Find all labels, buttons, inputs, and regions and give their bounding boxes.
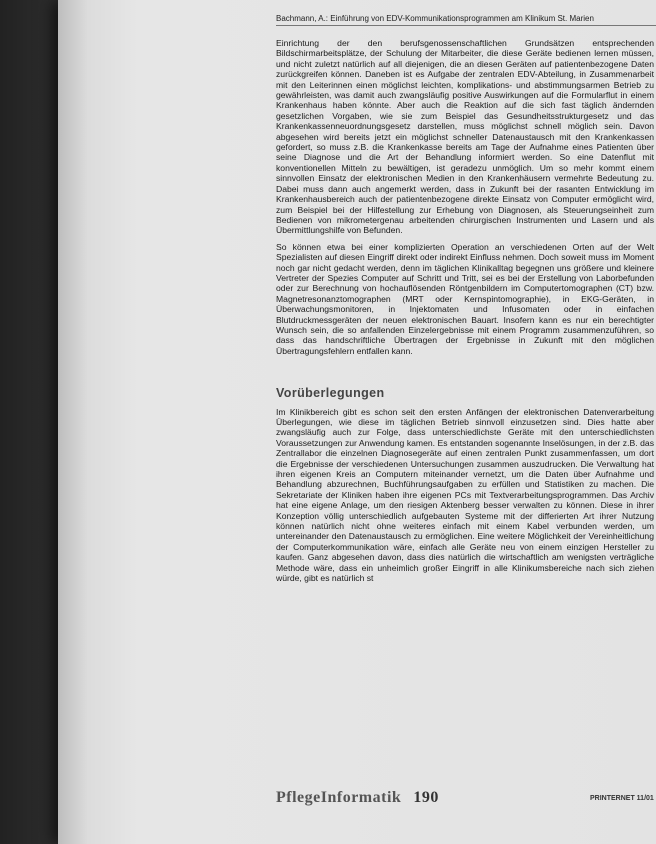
paragraph: Einrichtung der den berufsgenossenschaftlichen Grundsätzen entsprechenden Bildschirmarbeitsplätze, der Schulung der Mitarbeiter, die diese Geräte bedienen lernen müssen, und nicht zuletzt natürlich auf all diejenigen, die an diesen Geräten auf patientenbezogene Daten zurückgreifen können. Daneben ist es Aufgabe der zentralen EDV-Abteilung, in Zusammenarbeit mit den Leiterinnen einen möglichst leichten, komplikations- und abstimmungsarmen Betrieb zu gewährleisten, was damit auch zwangsläufig positive Auswirkungen auf die Formularflut in einem Krankenhaus haben könnte. Aber auch die Reaktion auf die sich fast täglich ändernden gesetzlichen Vorgaben, wie sie zum Beispiel das Gesundheitsstrukturgesetz und das Krankenkassenneuordnungsgesetz darstellen, muss möglichst schnell möglich sein. Davon abgesehen wird bereits jetzt ein möglichst schneller Datenaustausch mit den Krankenkassen gefordert, so muss z.B. die Krankenkasse bereits am Tage der Aufnahme eines Patienten über seine Diagnose und die Art der Behandlung informiert werden. So eine Datenflut mit konventionellen Mitteln zu bewältigen, ist geradezu unmöglich. Um so mehr kommt einem sinnvollen Einsatz der elektronischen Medien in den Krankenhäusern vermehrte Bedeutung zu. Dabei muss dann auch angemerkt werden, dass in Zukunft bei der rasanten Entwicklung im Krankenhausbereich auch der patientenbezogene direkte Einsatz von Computer ermöglicht wird, zum Beispiel bei der Hilfestellung zur Erhebung von Diagnosen, als Steuerungseinheit zum Bedienen von mikrometergenau arbeitenden chirurgischen Instrumenten und Lasern und als Übermittlungshilfe von Befunden. [276, 38, 654, 236]
page-number: 190 [413, 789, 439, 806]
running-head: Bachmann, A.: Einführung von EDV-Kommunikationsprogrammen am Klinikum St. Marien [276, 14, 656, 26]
section-heading: Vorüberlegungen [276, 386, 385, 401]
paragraph: Im Klinikbereich gibt es schon seit den ersten Anfängen der elektronischen Datenverarbeitung Überlegungen, wie diese im täglichen Betrieb sinnvoll einzusetzen sind. Dies hatte aber zwangsläufig auch zur Folge, dass unterschiedlichste Geräte mit den unterschiedlichsten Voraussetzungen zur Anwendung kamen. Es entstanden sogenannte Inselösungen, in der z.B. das Zentrallabor die einzelnen Diagnosegeräte auf einen zentralen Punkt zusammenfassen, um dort die Ergebnisse der verschiedenen Untersuchungen zusammen auszudrucken. Die Verwaltung hat ihren eigenen Kreis an Computern miteinander vernetzt, um die Daten über Aufnahme und Behandlung abzurechnen, Buchführungsaufgaben zu erfüllen und Statistiken zu machen. Die Sekretariate der Kliniken haben ihre eigenen PCs mit Textverarbeitungsprogrammen. Das Archiv hat eine eigene Anlage, um den riesigen Aktenberg besser verwalten zu können. Diese in ihrer Konzeption völlig unterschiedlich aufgebauten Systeme mit der differierten Art ihrer Nutzung können natürlich nicht ohne weiteres einfach mit einem Kabel verbunden werden, um untereinander den Datenaustausch zu ermöglichen. Eine weitere Möglichkeit der Vereinheitlichung der Computerkommunikation wäre, einfach alle Geräte neu von einem einzigen Hersteller zu kaufen. Ganz abgesehen davon, dass dies natürlich die wirtschaftlich am wenigsten verträgliche Methode wäre, dass ein unheimlich großer Eingriff in alle Klinikumsbereiche nach sich ziehen würde, gibt es natürlich st [276, 406, 654, 584]
issue-label: PRINTERNET 11/01 [590, 795, 654, 802]
journal-brand [276, 789, 439, 807]
text-column [276, 38, 654, 590]
paragraph: So können etwa bei einer komplizierten Operation an verschiedenen Orten auf der Welt Spezialisten auf diesen Eingriff direkt oder indirekt Einfluss nehmen. Doch soweit muss im Moment noch gar nicht gedacht werden, denn im täglichen Klinikalltag begegnen uns größere und kleinere Vertreter der Spezies Computer auf Schritt und Tritt, sei es bei der Erstellung von Laborbefunden oder zur Berechnung von hochauflösenden Röntgenbildern im Computertomographen (CT) bzw. Magnetresonanztomographen (MRT oder Kernspintomographie), in EKG-Geräten, in Überwachungsmonitoren, in Injektomaten und Infusomaten oder in einfachen Blutdruckmessgeräten der neuen elektronischen Bauart. Insofern kann es nur ein berechtigter Wunsch sein, die so anfallenden Einzelergebnisse mit einem Programm zusammenzuführen, so dass das handschriftliche Übertragen der Ergebnisse in Zukunft mit den möglichen Übertragungsfehlern entfallen kann. [276, 241, 654, 356]
brand-name: PflegeInformatik [276, 789, 402, 806]
